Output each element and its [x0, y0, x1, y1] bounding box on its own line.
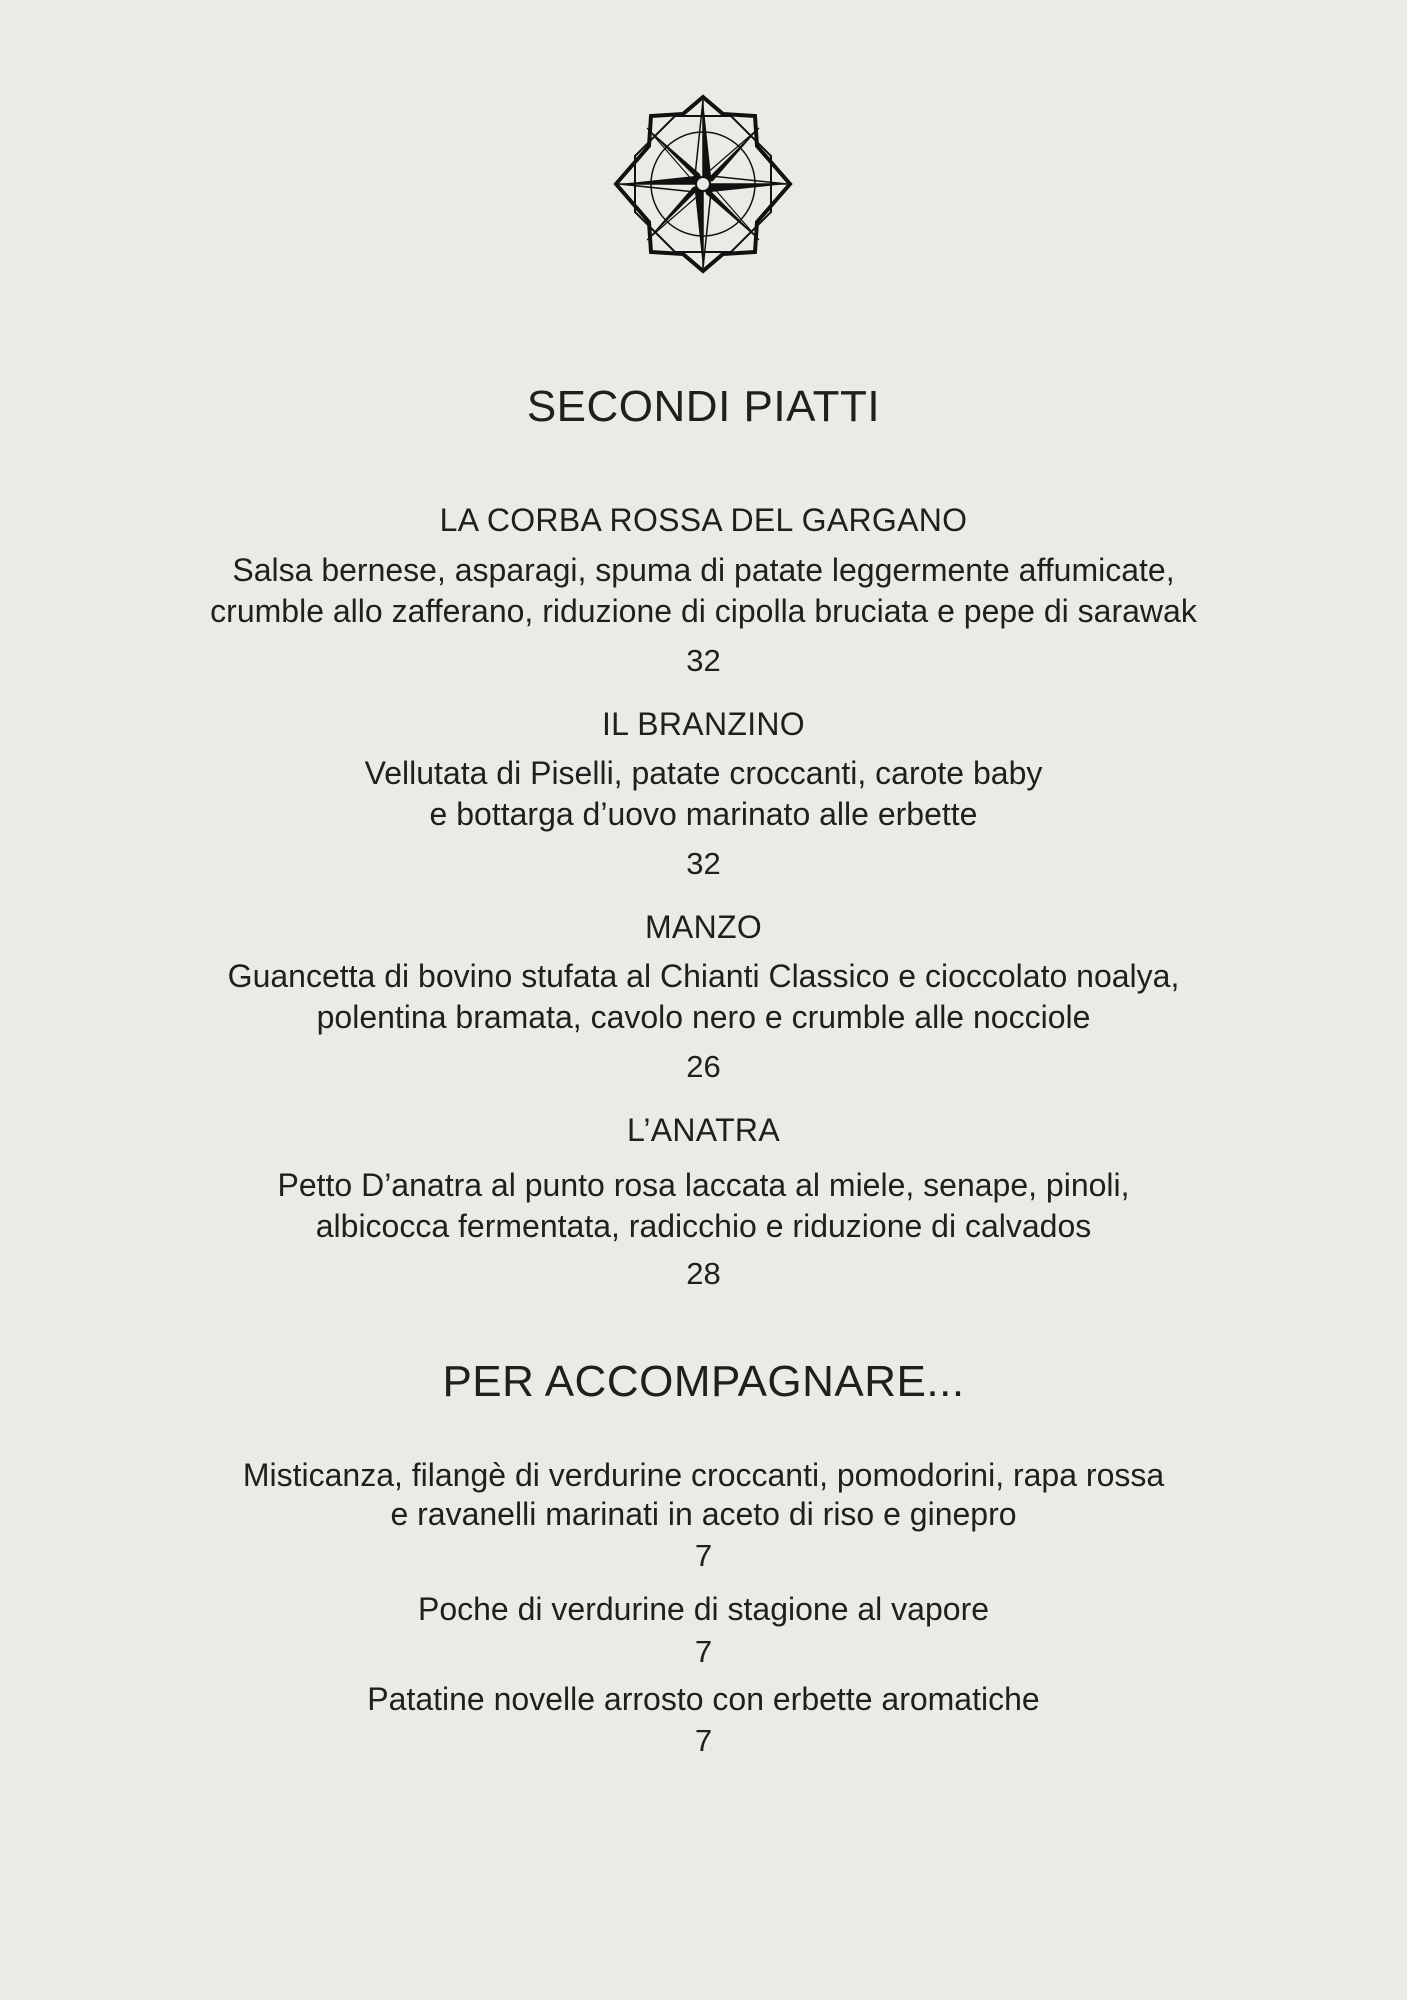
dish-name: LA CORBA ROSSA DEL GARGANO: [439, 502, 968, 538]
dish-price: 28: [686, 1256, 721, 1291]
section-title-secondi: SECONDI PIATTI: [526, 382, 881, 431]
dish-description: Vellutata di Piselli, patate croccanti, carote baby: [364, 755, 1043, 791]
dish-description: albicocca fermentata, radicchio e riduzione di calvados: [315, 1208, 1092, 1244]
dish-name: MANZO: [644, 909, 763, 945]
dish-price: 26: [686, 1049, 721, 1084]
section-title-accompagnare: PER ACCOMPAGNARE...: [442, 1357, 965, 1406]
dish-description: Petto D’anatra al punto rosa laccata al miele, senape, pinoli,: [277, 1167, 1130, 1203]
side-description: Patatine novelle arrosto con erbette aromatiche: [367, 1681, 1040, 1717]
side-price: 7: [694, 1723, 713, 1758]
side-price: 7: [694, 1538, 713, 1573]
dish-price: 32: [686, 846, 721, 881]
side-description: Misticanza, filangè di verdurine croccanti, pomodorini, rapa rossa: [242, 1457, 1165, 1493]
dish-description: e bottarga d’uovo marinato alle erbette: [429, 796, 978, 832]
dish-description: crumble allo zafferano, riduzione di cipolla bruciata e pepe di sarawak: [210, 593, 1197, 629]
dish-description: Salsa bernese, asparagi, spuma di patate leggermente affumicate,: [232, 552, 1175, 588]
dish-name: IL BRANZINO: [601, 706, 806, 742]
side-description: Poche di verdurine di stagione al vapore: [417, 1591, 990, 1627]
side-price: 7: [694, 1634, 713, 1669]
dish-description: Guancetta di bovino stufata al Chianti Classico e cioccolato noalya,: [227, 958, 1180, 994]
compass-rose-icon: [603, 90, 803, 278]
dish-name: L’ANATRA: [627, 1112, 780, 1148]
dish-description: polentina bramata, cavolo nero e crumble alle nocciole: [316, 999, 1091, 1035]
dish-price: 32: [686, 643, 721, 678]
side-description: e ravanelli marinati in aceto di riso e ginepro: [390, 1496, 1017, 1532]
